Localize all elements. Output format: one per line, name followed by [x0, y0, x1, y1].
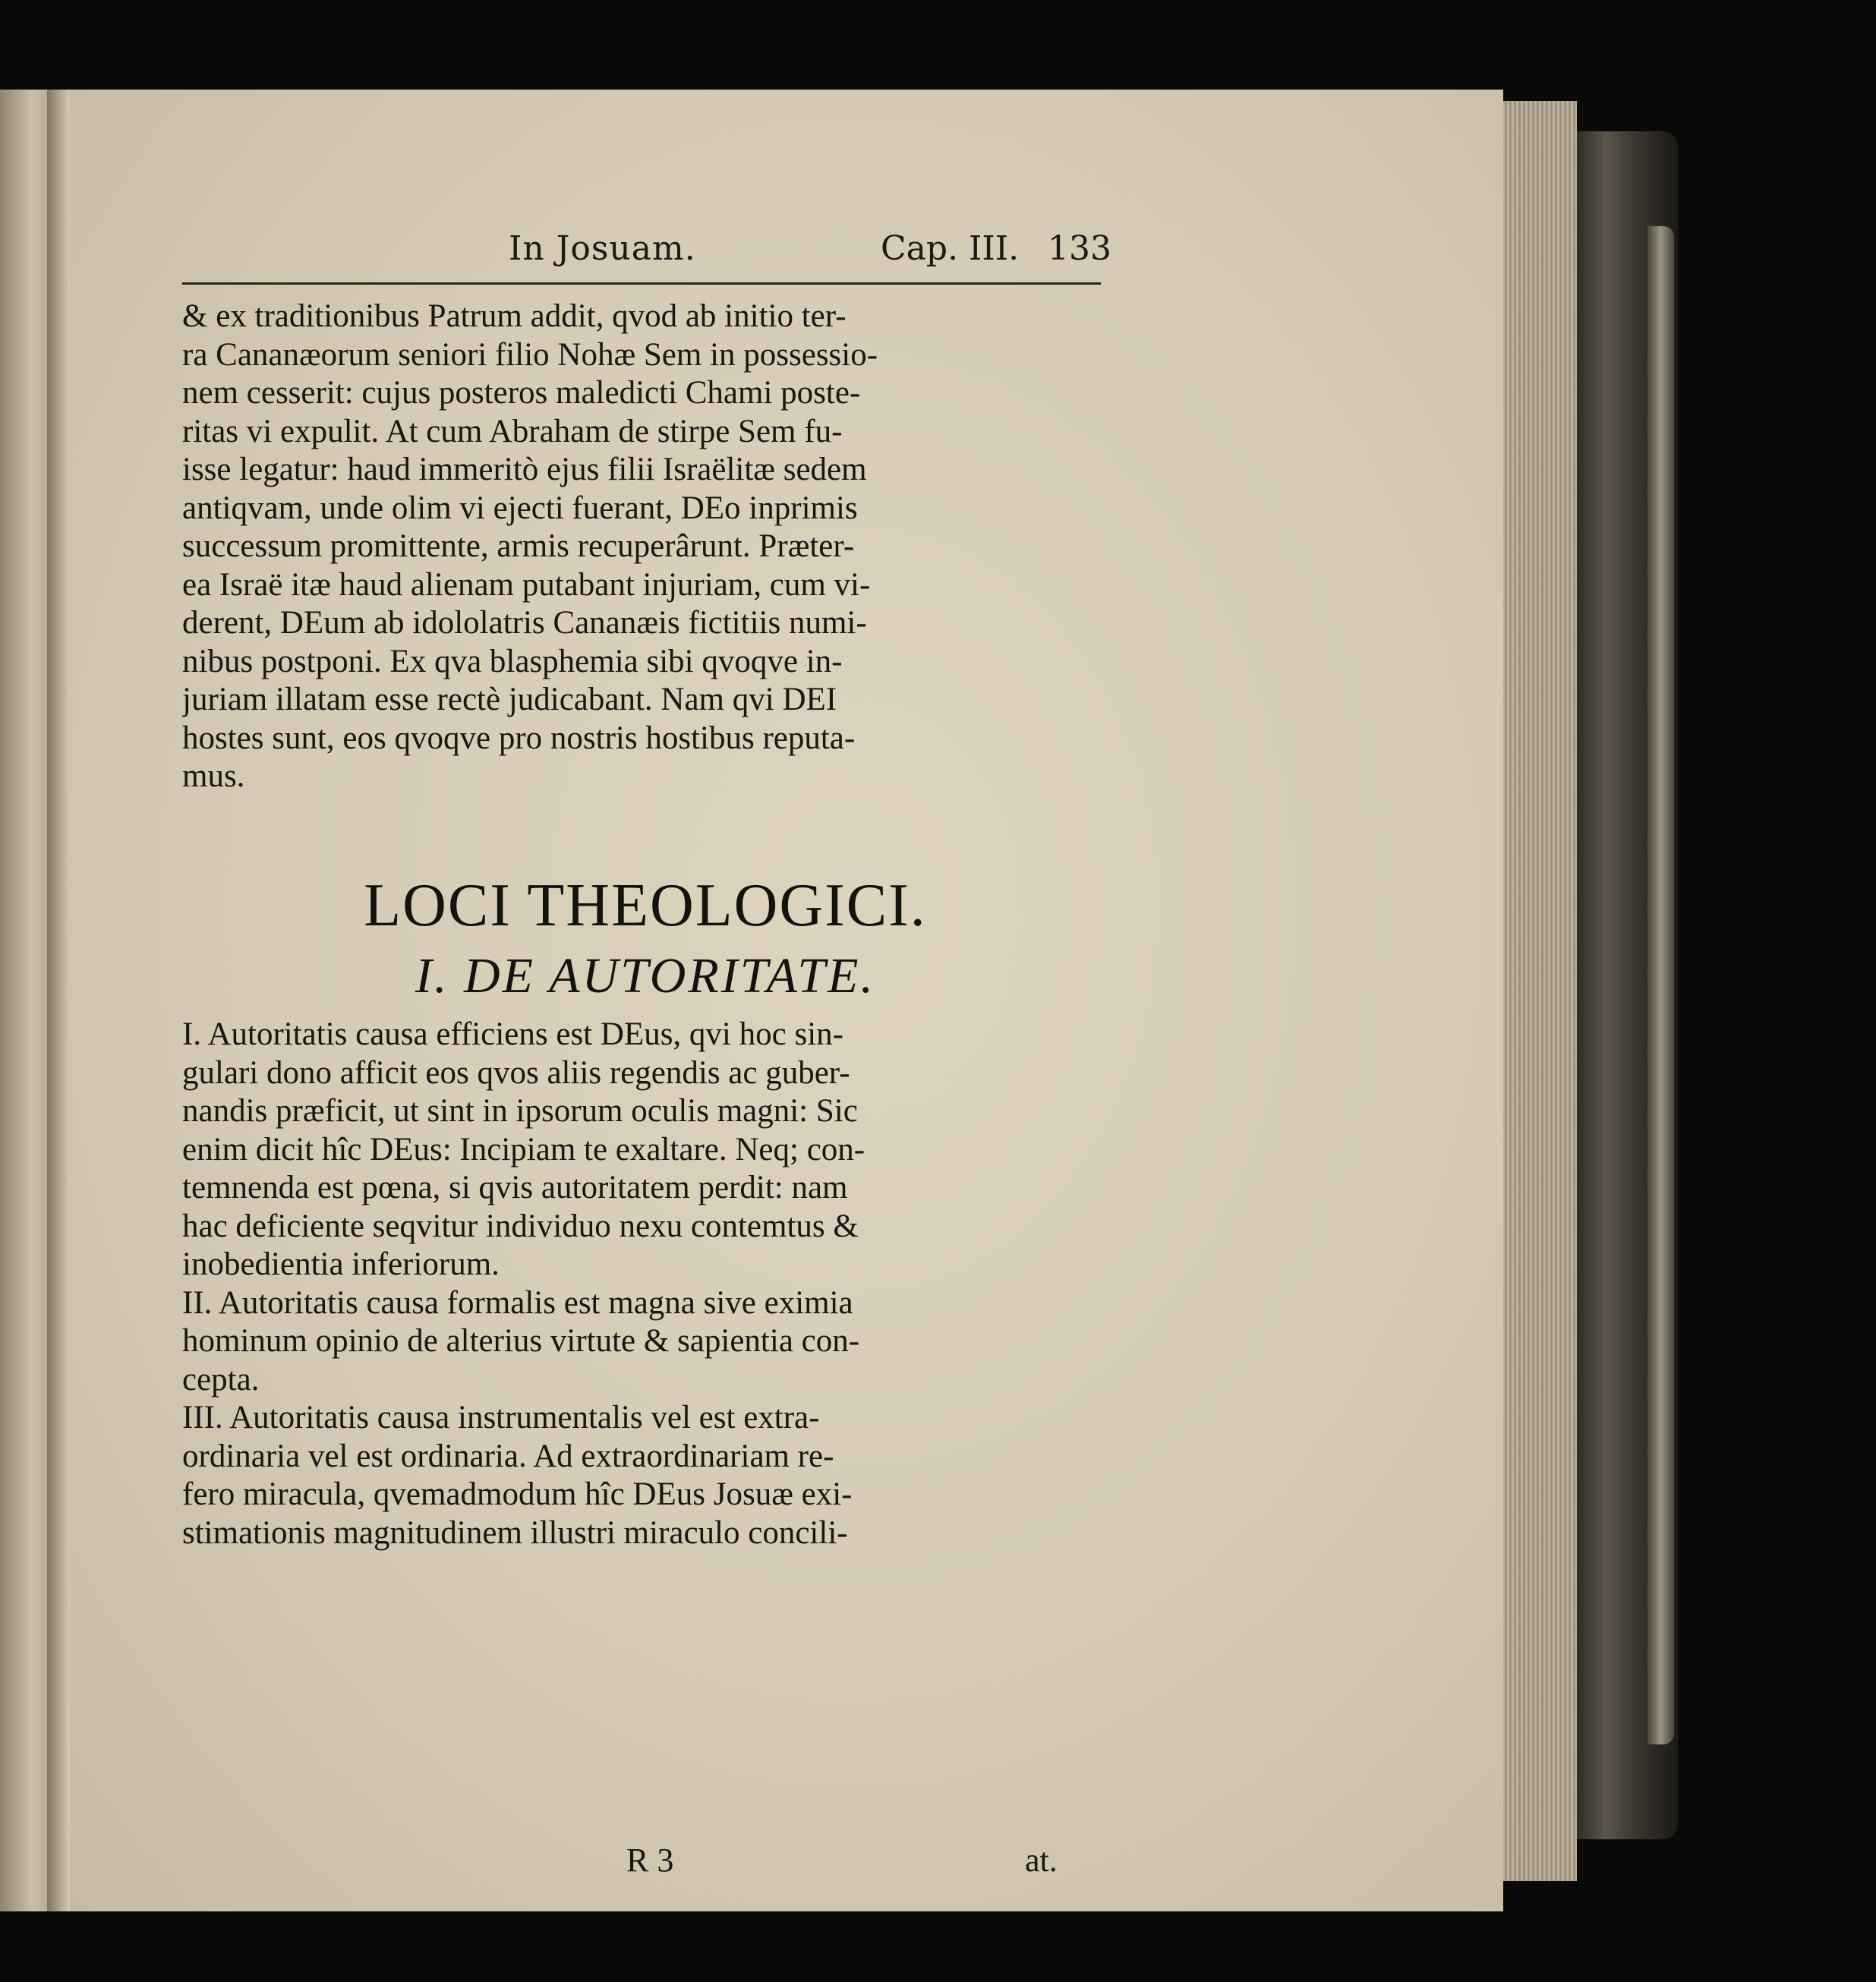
text-line: ordinaria vel est ordinaria. Ad extraordinariam re- — [182, 1438, 834, 1474]
text-line: temnenda est pœna, si qvis autoritatem perdit: nam — [182, 1170, 848, 1205]
gutter — [47, 90, 70, 1911]
text-line: derent, DEum ab idololatris Cananæis fictitiis numi- — [182, 605, 867, 641]
text-line: nibus postponi. Ex qva blasphemia sibi qvoqve in- — [182, 643, 843, 679]
text-line: nem cesserit: cujus posteros maledicti Chami poste- — [182, 375, 861, 411]
text-line: & ex traditionibus Patrum addit, qvod ab initio ter- — [182, 298, 847, 334]
text-line: juriam illatam esse rectè judicabant. Nam qvi DEI — [182, 682, 837, 717]
page-number: 133 — [1048, 229, 1111, 268]
catchword: at. — [1025, 1842, 1058, 1879]
running-head-title: In Josuam. — [509, 229, 696, 268]
text-line: enim dicit hîc DEus: Incipiam te exaltare. Neq; con- — [182, 1131, 865, 1167]
text-line: nandis præficit, ut sint in ipsorum oculis magni: Sic — [182, 1093, 858, 1129]
text-line: antiqvam, unde olim vi ejecti fuerant, DEo inprimis — [182, 490, 858, 526]
text-line: ea Israë itæ haud alienam putabant injuriam, cum vi- — [182, 566, 871, 603]
text-line: I. Autoritatis causa efficiens est DEus, qvi hoc sin- — [182, 1016, 843, 1052]
text-line: mus. — [182, 758, 245, 794]
text-line: fero miracula, qvemadmodum hîc DEus Josuæ exi- — [182, 1476, 853, 1512]
text-line: successum promittente, armis recuperârunt. Præter- — [182, 528, 855, 564]
text-line: inobedientia inferiorum. — [182, 1246, 500, 1282]
text-line: stimationis magnitudinem illustri miraculo concili- — [182, 1514, 848, 1551]
text-line: II. Autoritatis causa formalis est magna sive eximia — [182, 1284, 853, 1321]
text-line: cepta. — [182, 1361, 260, 1397]
head-rule — [182, 282, 1101, 285]
body-text — [182, 298, 1108, 796]
page-block-fore-edge — [1492, 101, 1577, 1881]
text-line: ritas vi expulit. At cum Abraham de stirpe Sem fu- — [182, 413, 843, 449]
running-head — [182, 229, 1111, 275]
running-head-chapter: Cap. III. — [881, 229, 1020, 268]
section-subheading: I. DE AUTORITATE. — [415, 948, 875, 1004]
signature-mark: R 3 — [626, 1842, 674, 1879]
text-line: isse legatur: haud immeritò ejus filii Israëlitæ sedem — [182, 452, 867, 487]
left-page-edge — [0, 90, 53, 1911]
theses-text — [182, 1016, 1108, 1552]
section-heading: LOCI THEOLOGICI. — [364, 872, 927, 939]
text-line: gulari dono afficit eos qvos aliis regendis ac guber- — [182, 1054, 850, 1091]
text-line: hac deficiente seqvitur individuo nexu contemtus & — [182, 1208, 859, 1244]
text-line: ra Cananæorum seniori filio Nohæ Sem in possessio- — [182, 336, 878, 373]
text-line: hominum opinio de alterius virtute & sapientia con- — [182, 1323, 860, 1359]
text-line: III. Autoritatis causa instrumentalis vel est extra- — [182, 1400, 820, 1435]
book-cover-lip — [1647, 226, 1674, 1744]
text-line: hostes sunt, eos qvoqve pro nostris hostibus reputa- — [182, 720, 856, 756]
